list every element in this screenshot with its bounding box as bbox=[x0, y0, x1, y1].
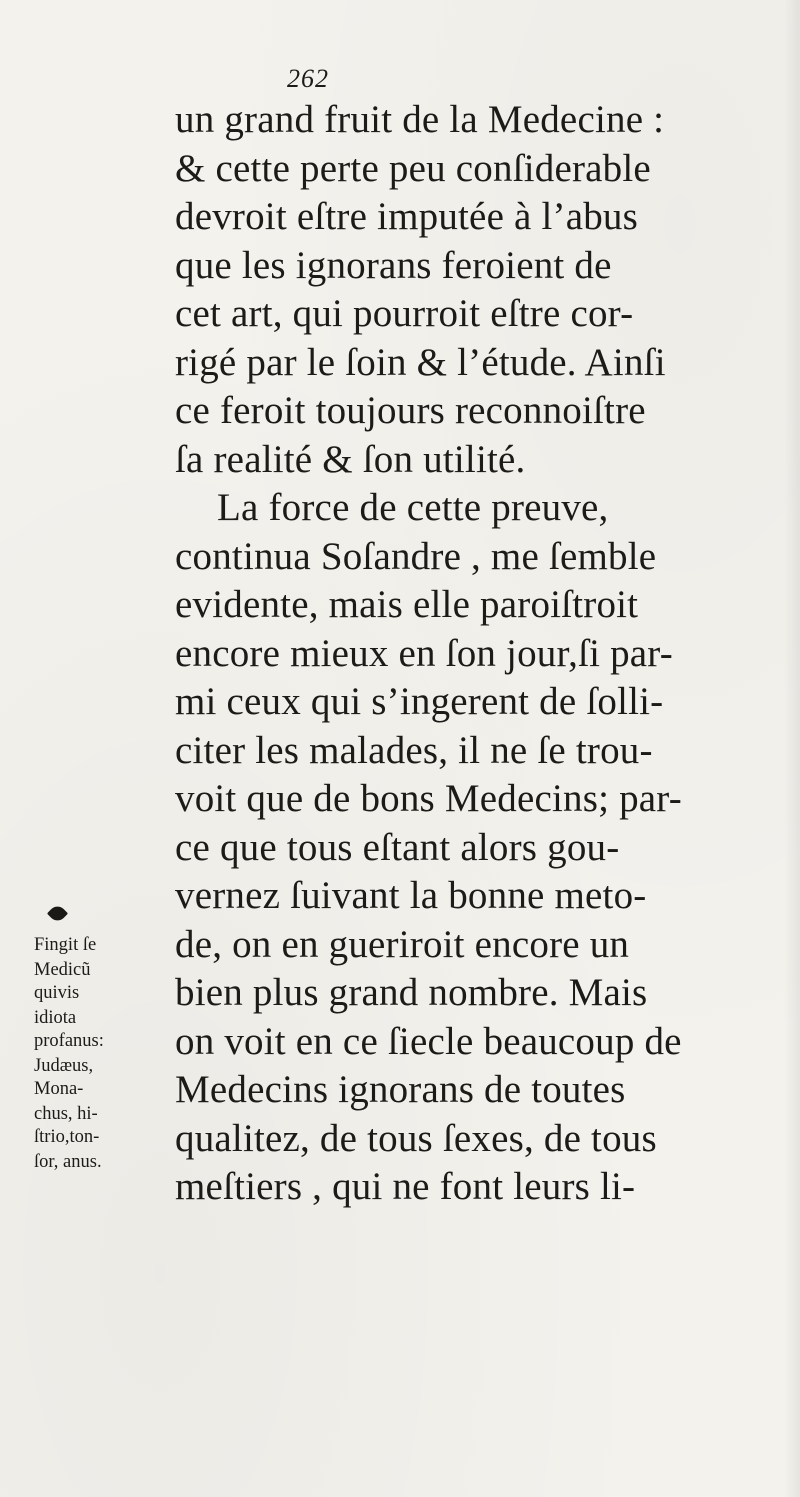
body-line: encore mieux en ſon jour,ſi par- bbox=[175, 631, 673, 675]
body-line: rigé par le ſoin & l’étude. Ainſi bbox=[175, 340, 666, 384]
body-line: continua Soſandre , me ſemble bbox=[175, 534, 657, 578]
margin-note-line: ſor, anus. bbox=[34, 1151, 102, 1172]
body-line: devroit eſtre imputée à l’abus bbox=[175, 195, 638, 238]
margin-note-line: Medicũ bbox=[34, 959, 91, 980]
body-line: citer les malades, il ne ſe trou- bbox=[175, 728, 653, 772]
body-line: mi ceux qui s’ingerent de ſolli- bbox=[175, 680, 664, 723]
body-line: vernez ſuivant la bonne meto- bbox=[175, 874, 647, 917]
margin-note-line: quivis bbox=[34, 983, 80, 1003]
margin-note-line: idiota bbox=[34, 1007, 77, 1028]
body-line: de, on en gueriroit encore un bbox=[175, 922, 630, 966]
body-text bbox=[175, 96, 787, 1212]
margin-note-line: chus, hi- bbox=[34, 1103, 98, 1124]
margin-note-line: Mona- bbox=[34, 1079, 84, 1099]
margin-note-line: profanus: bbox=[34, 1031, 104, 1051]
body-line: Medecins ignorans de toutes bbox=[175, 1068, 626, 1111]
margin-note-line: Judæus, bbox=[34, 1055, 94, 1076]
body-line: ce que tous eſtant alors gou- bbox=[175, 825, 620, 869]
body-line: voit que de bons Medecins; par- bbox=[175, 777, 682, 820]
page-number: 262 bbox=[287, 64, 329, 93]
body-line: ſa realité & ſon utilité. bbox=[175, 437, 526, 481]
body-line: on voit en ce ſiecle beaucoup de bbox=[175, 1019, 682, 1063]
body-line: meſtiers , qui ne font leurs li- bbox=[175, 1165, 636, 1208]
body-line: bien plus grand nombre. Mais bbox=[175, 971, 648, 1014]
body-line: qualitez, de tous ſexes, de tous bbox=[175, 1116, 657, 1160]
margin-note bbox=[34, 934, 174, 1174]
body-line: ce feroit toujours reconnoiſtre bbox=[175, 389, 646, 432]
body-line: que les ignorans feroient de bbox=[175, 243, 612, 287]
body-line: evidente, mais elle paroiſtroit bbox=[175, 583, 639, 626]
body-line: cet art, qui pourroit eſtre cor- bbox=[175, 292, 634, 335]
paragraph-start-line: La force de cette preuve, bbox=[217, 486, 609, 529]
margin-note-line: ſtrio,ton- bbox=[34, 1127, 100, 1147]
margin-note-line: Fingit ſe bbox=[34, 935, 97, 955]
body-line: & cette perte peu conſiderable bbox=[175, 146, 651, 190]
body-line: un grand fruit de la Medecine : bbox=[175, 98, 665, 141]
leaf-ornament-icon bbox=[47, 903, 68, 924]
